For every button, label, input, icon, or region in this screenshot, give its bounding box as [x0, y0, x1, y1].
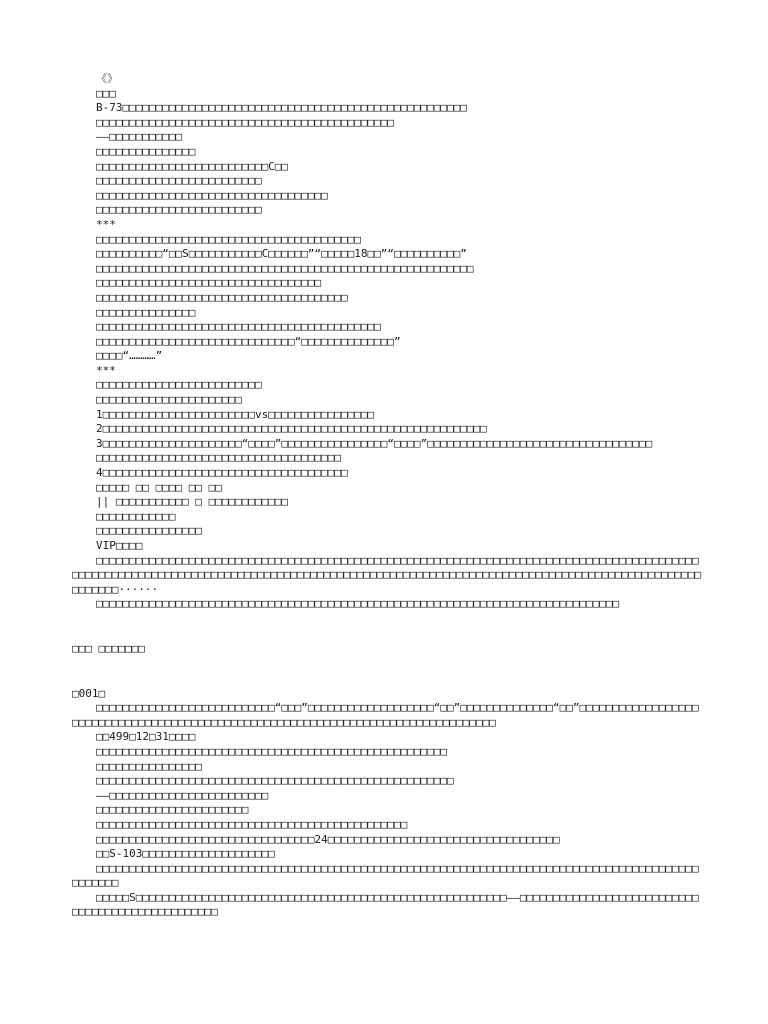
- text-line: □□□□□□□□□□□□□□□□□□□□□□□□□: [96, 378, 262, 392]
- chapter-heading: □001□: [72, 686, 106, 700]
- text-line: □□□□□□□□□□□□□□□□□□□□□□□□□: [96, 203, 262, 217]
- text-line: □□□□□□□□□□□□□□□□□□□□□□□□□□□□□□□□□□□□□□□□□□□□□□□□□□□□□□: [96, 774, 454, 788]
- author-line: □□□: [96, 86, 116, 100]
- paragraph: □□□□□S□□□□□□□□□□□□□□□□□□□□□□□□□□□□□□□□□□□□□□□□□□□□□□□□□□□□□□□□——□□□□□□□□□□□□□□□□□□□□□□□□□□□□□□□□□□□□□□□□□□□□□□□□□: [72, 890, 699, 919]
- text-line: □□S-103□□□□□□□□□□□□□□□□□□□□: [96, 847, 275, 861]
- paragraph: □□□□□□□□□□□□□□□□□□□□□□□□□□□□□□□□□□□□□□□□□□□□□□□□□□□□□□□□□□□□□□□□□□□□□□□□□□□□□□□□□□□□□□□□□□□□□□□□□□: [72, 861, 699, 890]
- text-line: □□□□□□□□□□□□□□□□□□□□□□□□□□□□□□□□□□□□□□□□□□□□□□□□□□□□□□□□□: [96, 261, 474, 275]
- numbered-item: 1□□□□□□□□□□□□□□□□□□□□□□□vs□□□□□□□□□□□□□□□□: [96, 407, 375, 421]
- text-line: B-73□□□□□□□□□□□□□□□□□□□□□□□□□□□□□□□□□□□□□□□□□□□□□□□□□□□□: [96, 101, 467, 115]
- text-line: || □□□□□□□□□□□ □ □□□□□□□□□□□□: [96, 495, 289, 509]
- section-title: □□□ □□□□□□□: [72, 641, 145, 655]
- text-line: □□□□□□□□□□□□: [96, 509, 176, 523]
- text-line: □□□□□□□□□□□□□□□□□□□□□□□□□: [96, 174, 262, 188]
- text-line: □□□□□□□□□□□□□□□□□□□□□□□□□□□□□□“□□□□□□□□□□□□□□”: [96, 334, 401, 348]
- text-line: □□□□□□□□□□□□□□□□□□□□□□□□□□□□□□□□□□□□□□□□: [96, 232, 361, 246]
- paragraph: □□□□□□□□□□□□□□□□□□□□□□□□□□□□□□□□□□□□□□□□□□□□□□□□□□□□□□□□□□□□□□□□□□□□□□□□□□□□□□□: [96, 597, 620, 611]
- text-line: ——□□□□□□□□□□□: [96, 130, 183, 144]
- text-line: VIP□□□□: [96, 539, 143, 552]
- paragraph: □□□□□□□□□□□□□□□□□□□□□□□□□□□“□□□”□□□□□□□□□□□□□□□□□□□“□□”□□□□□□□□□□□□□□“□□”□□□□□□□□□□□□□□□□□□□□□□□□□□□□□□□□□□□□□□□□□□□□□□□□□□□□□□□□□□□□□□□□□□□□□□□□□□□□□□□□□□: [72, 701, 699, 729]
- text-line: ——□□□□□□□□□□□□□□□□□□□□□□□□: [96, 788, 269, 802]
- text-line: □□□□□□□□□□□□□□□□□□□□□□□□□□□□□□□□□□□□□: [96, 451, 342, 465]
- text-line: □□□□□□□□□□□□□□□□□□□□□□□□□□C□□: [96, 159, 289, 173]
- text-line: □□□□□□□□□□□□□□□□□□□□□□□□□□□□□□□□□□□□□□□□□□□□□: [96, 115, 395, 129]
- paragraph: □□□□□□□□□□□□□□□□□□□□□□□□□□□□□□□□□□□□□□□□□□□□□□□□□□□□□□□□□□□□□□□□□□□□□□□□□□□□□□□□□□□□□□□□□□□□□□□□□□□□□□□□□□□□□□□□□□□□□□□□□□□□□□□□□□□□□□□□□□□□□□□□□□□□□□□□□□□□□□□□□□□□□□□□□□□□□□□□□□□□□□□□□□□□□□□□□······: [72, 553, 702, 596]
- text-line: □□□□□□□□□□□□□□□□□□□□□□□□□□□□□□□□□24□□□□□□□□□□□□□□□□□□□□□□□□□□□□□□□□□□□: [96, 832, 560, 846]
- text-line: □□□□□□□□□□□□□□□□□□□□□□: [96, 393, 242, 407]
- text-line: □□□□□□□□□□□□□□□□□□□□□□□□□□□□□□□□□□□□□□□□□□□: [96, 320, 381, 334]
- text-line: □□□□□□□□□□□□□□□□□□□□□□□□□□□□□□□□□□: [96, 276, 322, 290]
- text-line: □□□□“…………”: [96, 349, 163, 363]
- text-line: □□□□□□□□□□□□□□□□□□□□□□□□□□□□□□□□□□□□□□□□□□□□□□□□□□□□□: [96, 744, 447, 758]
- numbered-item: 2□□□□□□□□□□□□□□□□□□□□□□□□□□□□□□□□□□□□□□□□□□□□□□□□□□□□□□□□□□: [96, 422, 487, 436]
- numbered-item: 3□□□□□□□□□□□□□□□□□□□□□“□□□□”□□□□□□□□□□□□□□□□“□□□□”□□□□□□□□□□□□□□□□□□□□□□□□□□□□□□□□□□: [96, 436, 653, 450]
- text-line: □□□□□□□□□□□□□□□□□□□□□□□: [96, 803, 249, 817]
- text-line: □□□□□□□□□□“□□S□□□□□□□□□□□C□□□□□□”“□□□□□18□□”“□□□□□□□□□□”: [96, 247, 467, 261]
- book-title-brackets: 《》: [96, 72, 118, 85]
- section-separator: ***: [96, 363, 116, 377]
- text-line: □□□□□ □□ □□□□ □□ □□: [96, 480, 222, 494]
- text-line: □□□□□□□□□□□□□□□□□□□□□□□□□□□□□□□□□□□□□□□□□□□□□□□: [96, 817, 408, 831]
- document-page: [72, 72, 702, 920]
- text-line: □□□□□□□□□□□□□□□: [96, 144, 196, 158]
- text-line: □□□□□□□□□□□□□□□□: [96, 759, 202, 773]
- text-line: □□□□□□□□□□□□□□□□: [96, 524, 202, 538]
- section-separator: ***: [96, 217, 116, 231]
- text-line: □□499□12□31□□□□: [96, 730, 196, 744]
- numbered-item: 4□□□□□□□□□□□□□□□□□□□□□□□□□□□□□□□□□□□□□: [96, 466, 348, 480]
- text-line: □□□□□□□□□□□□□□□: [96, 305, 196, 319]
- text-line: □□□□□□□□□□□□□□□□□□□□□□□□□□□□□□□□□□□□□□: [96, 290, 348, 304]
- text-line: □□□□□□□□□□□□□□□□□□□□□□□□□□□□□□□□□□□: [96, 188, 328, 202]
